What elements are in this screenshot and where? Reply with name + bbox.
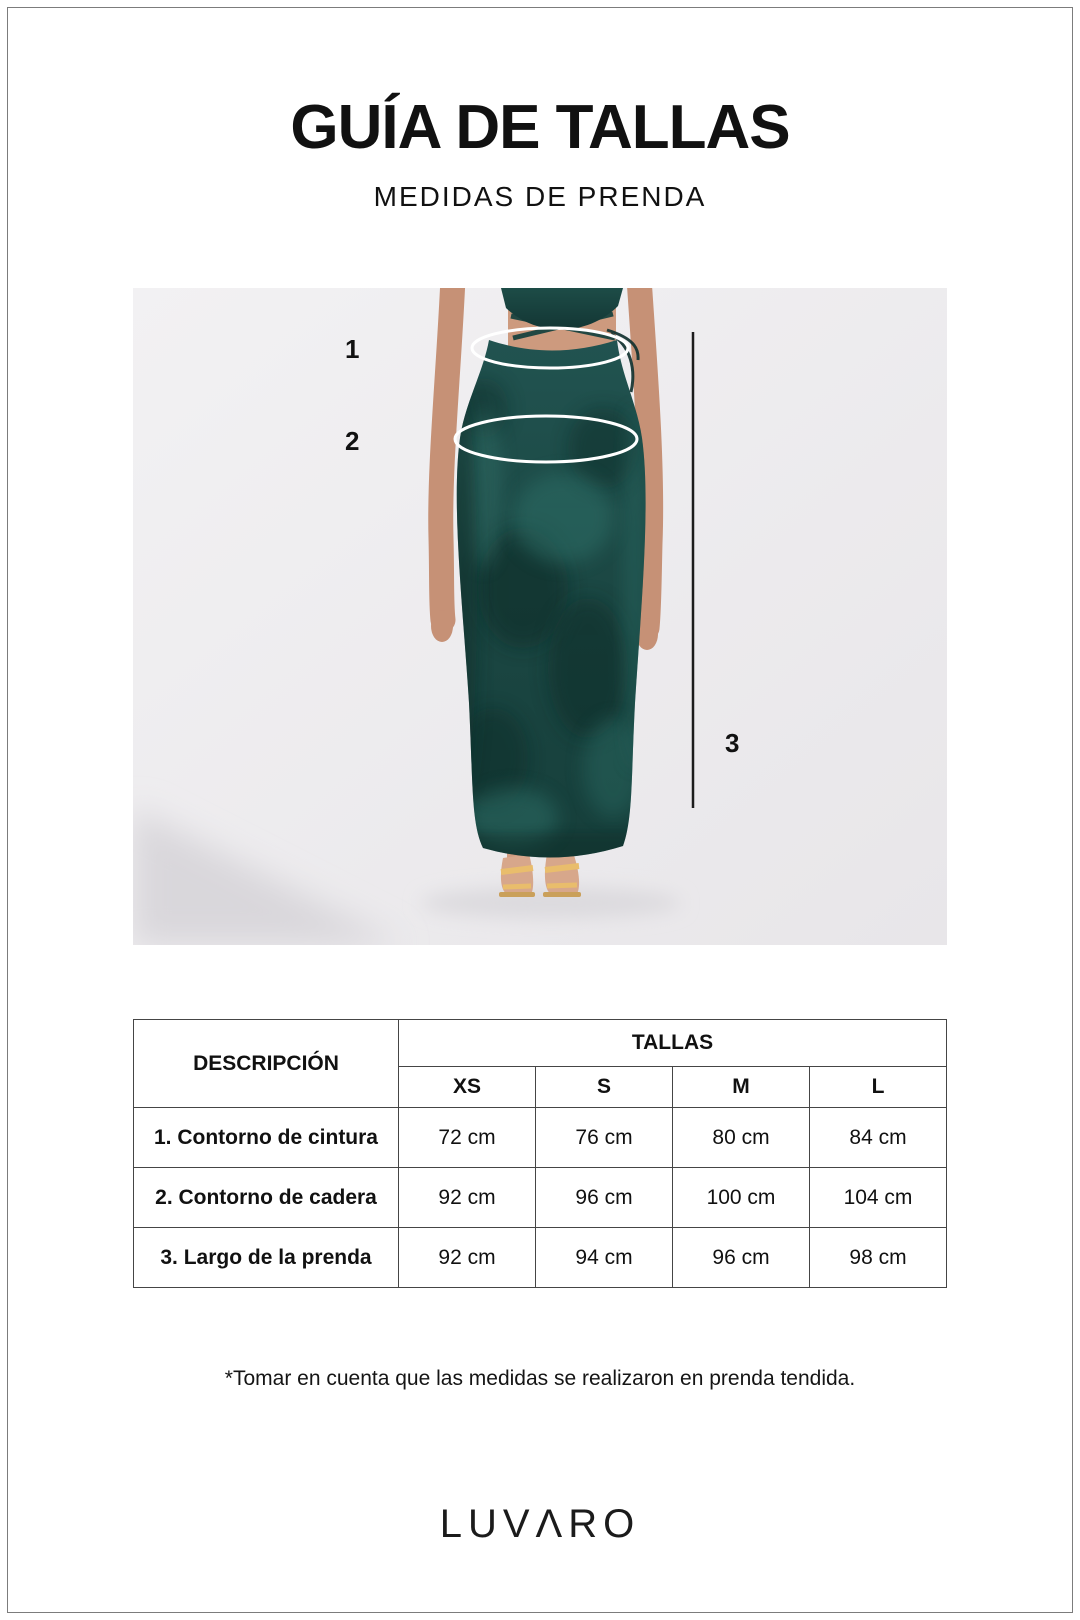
page-subtitle: MEDIDAS DE PRENDA — [373, 181, 707, 212]
garment-photo-illustration — [133, 288, 947, 945]
garment-photo — [133, 288, 947, 945]
size-col-s: S — [536, 1067, 673, 1108]
row-label-cintura: 1. Contorno de cintura — [134, 1108, 399, 1168]
brand-logo: LUVΛRO — [439, 1502, 641, 1546]
cell-largo-l: 98 cm — [810, 1228, 947, 1288]
cell-largo-m: 96 cm — [673, 1228, 810, 1288]
sizes-header: TALLAS — [399, 1020, 947, 1067]
cell-cadera-l: 104 cm — [810, 1168, 947, 1228]
cell-cintura-s: 76 cm — [536, 1108, 673, 1168]
hip-measure-label: 2 — [345, 426, 360, 456]
row-label-largo: 3. Largo de la prenda — [134, 1228, 399, 1288]
cell-cadera-s: 96 cm — [536, 1168, 673, 1228]
size-col-l: L — [810, 1067, 947, 1108]
cell-largo-s: 94 cm — [536, 1228, 673, 1288]
table-row-largo — [134, 1228, 947, 1288]
waist-measure-label: 1 — [345, 334, 360, 364]
row-label-cadera: 2. Contorno de cadera — [134, 1168, 399, 1228]
length-measure-label: 3 — [725, 728, 740, 758]
cell-cintura-xs: 72 cm — [399, 1108, 536, 1168]
table-row-cadera — [134, 1168, 947, 1228]
size-col-xs: XS — [399, 1067, 536, 1108]
size-col-m: M — [673, 1067, 810, 1108]
size-table — [133, 1019, 947, 1288]
size-table-container — [133, 1019, 947, 1288]
cell-cintura-l: 84 cm — [810, 1108, 947, 1168]
cell-cadera-xs: 92 cm — [399, 1168, 536, 1228]
cell-cadera-m: 100 cm — [673, 1168, 810, 1228]
table-row-cintura — [134, 1108, 947, 1168]
measurement-footnote: *Tomar en cuenta que las medidas se realizaron en prenda tendida. — [224, 1367, 856, 1390]
cell-largo-xs: 92 cm — [399, 1228, 536, 1288]
cell-cintura-m: 80 cm — [673, 1108, 810, 1168]
description-header: DESCRIPCIÓN — [134, 1020, 399, 1108]
page-title: GUÍA DE TALLAS — [290, 93, 790, 162]
